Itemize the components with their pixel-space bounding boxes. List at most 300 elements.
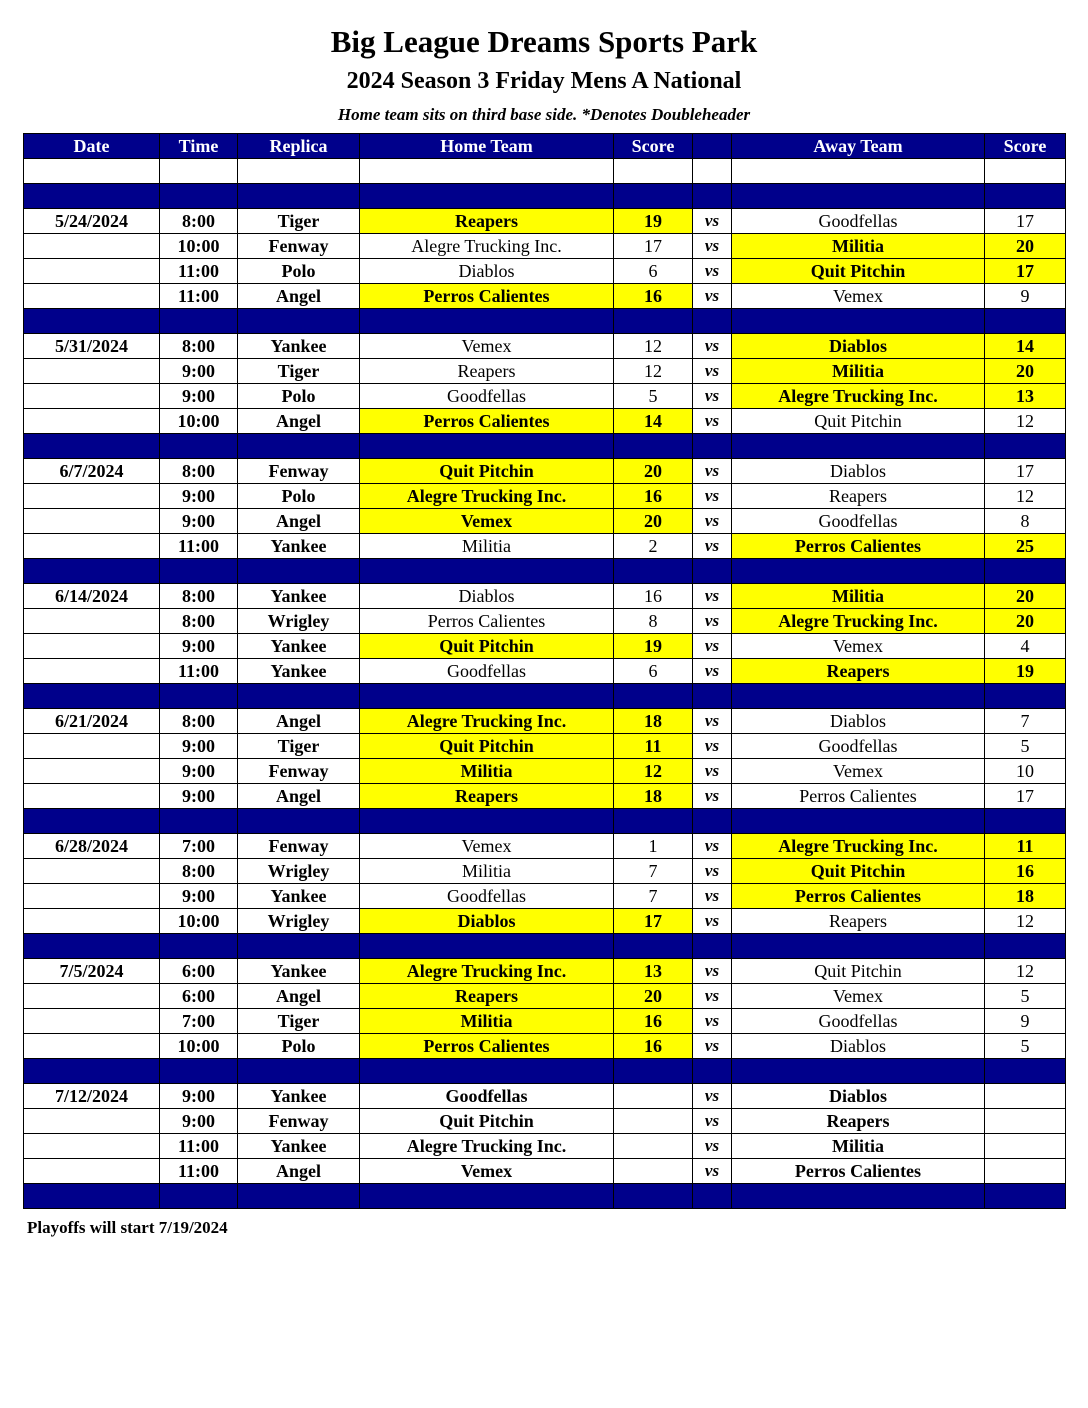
- home-score: 18: [614, 709, 693, 734]
- replica-field: Yankee: [238, 584, 360, 609]
- home-team: Quit Pitchin: [360, 634, 614, 659]
- home-score: 11: [614, 734, 693, 759]
- replica-field: Yankee: [238, 634, 360, 659]
- replica-field: Polo: [238, 484, 360, 509]
- away-score: 17: [985, 259, 1066, 284]
- game-row: [24, 534, 1066, 559]
- home-team: Alegre Trucking Inc.: [360, 484, 614, 509]
- empty-cell: [238, 1184, 360, 1209]
- week-separator-row: [24, 184, 1066, 209]
- away-score: 16: [985, 859, 1066, 884]
- game-date: [24, 1134, 160, 1159]
- vs-label: vs: [693, 884, 732, 909]
- game-date: 5/24/2024: [24, 209, 160, 234]
- game-row: [24, 734, 1066, 759]
- empty-cell: [238, 184, 360, 209]
- empty-cell: [985, 559, 1066, 584]
- game-date: 7/12/2024: [24, 1084, 160, 1109]
- away-team: Diablos: [732, 1034, 985, 1059]
- replica-field: Wrigley: [238, 859, 360, 884]
- home-score: 20: [614, 459, 693, 484]
- away-team: Goodfellas: [732, 1009, 985, 1034]
- empty-cell: [238, 684, 360, 709]
- home-team: Diablos: [360, 259, 614, 284]
- home-score: 20: [614, 509, 693, 534]
- replica-field: Angel: [238, 784, 360, 809]
- replica-field: Angel: [238, 409, 360, 434]
- home-team: Militia: [360, 859, 614, 884]
- away-score: 9: [985, 1009, 1066, 1034]
- home-score: [614, 1159, 693, 1184]
- replica-field: Fenway: [238, 834, 360, 859]
- game-time: 10:00: [160, 234, 238, 259]
- replica-field: Tiger: [238, 734, 360, 759]
- game-row: [24, 609, 1066, 634]
- replica-field: Fenway: [238, 1109, 360, 1134]
- replica-field: Tiger: [238, 1009, 360, 1034]
- replica-field: Angel: [238, 709, 360, 734]
- empty-cell: [985, 684, 1066, 709]
- game-date: 7/5/2024: [24, 959, 160, 984]
- away-team: Goodfellas: [732, 509, 985, 534]
- empty-cell: [693, 184, 732, 209]
- empty-cell: [24, 559, 160, 584]
- home-score: 17: [614, 234, 693, 259]
- away-team: Alegre Trucking Inc.: [732, 384, 985, 409]
- empty-cell: [160, 309, 238, 334]
- game-date: [24, 484, 160, 509]
- empty-cell: [614, 559, 693, 584]
- away-score: 17: [985, 209, 1066, 234]
- page-title: Big League Dreams Sports Park: [330, 24, 758, 59]
- empty-cell: [985, 809, 1066, 834]
- empty-cell: [693, 434, 732, 459]
- away-score: 5: [985, 1034, 1066, 1059]
- vs-label: vs: [693, 409, 732, 434]
- vs-label: vs: [693, 584, 732, 609]
- empty-cell: [160, 434, 238, 459]
- schedule-table: [23, 133, 1066, 1209]
- game-time: 7:00: [160, 1009, 238, 1034]
- away-score: 12: [985, 409, 1066, 434]
- empty-cell: [238, 1059, 360, 1084]
- empty-cell: [614, 159, 693, 184]
- game-row: [24, 359, 1066, 384]
- vs-label: vs: [693, 484, 732, 509]
- game-time: 9:00: [160, 784, 238, 809]
- empty-cell: [160, 1059, 238, 1084]
- replica-field: Fenway: [238, 459, 360, 484]
- vs-label: vs: [693, 609, 732, 634]
- empty-cell: [614, 1059, 693, 1084]
- column-header-away-team: Away Team: [732, 134, 985, 159]
- replica-field: Wrigley: [238, 609, 360, 634]
- schedule-note: Home team sits on third base side. *Denotes Doubleheader: [337, 105, 751, 124]
- home-score: 12: [614, 759, 693, 784]
- game-row: [24, 1009, 1066, 1034]
- home-score: 14: [614, 409, 693, 434]
- game-time: 9:00: [160, 384, 238, 409]
- home-team: Quit Pitchin: [360, 1109, 614, 1134]
- replica-field: Angel: [238, 509, 360, 534]
- empty-cell: [732, 1184, 985, 1209]
- game-time: 11:00: [160, 1134, 238, 1159]
- empty-cell: [24, 809, 160, 834]
- home-team: Vemex: [360, 334, 614, 359]
- game-date: [24, 534, 160, 559]
- game-row: [24, 909, 1066, 934]
- away-score: 19: [985, 659, 1066, 684]
- empty-cell: [985, 934, 1066, 959]
- empty-cell: [160, 1184, 238, 1209]
- week-separator-row: [24, 559, 1066, 584]
- game-row: [24, 834, 1066, 859]
- away-score: 25: [985, 534, 1066, 559]
- vs-label: vs: [693, 859, 732, 884]
- game-date: [24, 759, 160, 784]
- away-team: Diablos: [732, 709, 985, 734]
- game-date: [24, 509, 160, 534]
- empty-cell: [238, 159, 360, 184]
- game-row: [24, 1134, 1066, 1159]
- away-team: Quit Pitchin: [732, 259, 985, 284]
- empty-cell: [693, 159, 732, 184]
- game-row: [24, 859, 1066, 884]
- column-header-away-score: Score: [985, 134, 1066, 159]
- away-score: 20: [985, 584, 1066, 609]
- schedule-body: [24, 159, 1066, 1209]
- home-score: 13: [614, 959, 693, 984]
- empty-cell: [360, 809, 614, 834]
- empty-cell: [693, 1184, 732, 1209]
- game-time: 9:00: [160, 884, 238, 909]
- home-score: 6: [614, 259, 693, 284]
- vs-label: vs: [693, 784, 732, 809]
- game-date: [24, 284, 160, 309]
- game-time: 9:00: [160, 634, 238, 659]
- away-team: Perros Calientes: [732, 884, 985, 909]
- game-row: [24, 409, 1066, 434]
- home-score: 8: [614, 609, 693, 634]
- empty-cell: [360, 559, 614, 584]
- empty-cell: [160, 809, 238, 834]
- empty-cell: [985, 159, 1066, 184]
- game-row: [24, 759, 1066, 784]
- empty-cell: [732, 184, 985, 209]
- week-separator-row: [24, 934, 1066, 959]
- game-date: [24, 384, 160, 409]
- home-score: 16: [614, 1009, 693, 1034]
- away-score: 17: [985, 459, 1066, 484]
- away-team: Vemex: [732, 284, 985, 309]
- replica-field: Tiger: [238, 359, 360, 384]
- replica-field: Angel: [238, 284, 360, 309]
- empty-cell: [985, 1184, 1066, 1209]
- game-date: [24, 859, 160, 884]
- table-header-row: [24, 134, 1066, 159]
- away-score: [985, 1134, 1066, 1159]
- week-separator-row: [24, 1059, 1066, 1084]
- vs-label: vs: [693, 834, 732, 859]
- empty-cell: [732, 559, 985, 584]
- home-score: 12: [614, 334, 693, 359]
- game-time: 11:00: [160, 534, 238, 559]
- game-row: [24, 1084, 1066, 1109]
- home-team: Diablos: [360, 909, 614, 934]
- game-row: [24, 459, 1066, 484]
- season-subtitle: 2024 Season 3 Friday Mens A National: [346, 68, 742, 94]
- away-score: 20: [985, 359, 1066, 384]
- vs-label: vs: [693, 359, 732, 384]
- empty-cell: [160, 934, 238, 959]
- empty-cell: [24, 934, 160, 959]
- replica-field: Yankee: [238, 534, 360, 559]
- replica-field: Fenway: [238, 234, 360, 259]
- home-team: Reapers: [360, 984, 614, 1009]
- away-team: Diablos: [732, 334, 985, 359]
- away-team: Quit Pitchin: [732, 859, 985, 884]
- empty-cell: [614, 1184, 693, 1209]
- game-row: [24, 1109, 1066, 1134]
- empty-cell: [24, 159, 160, 184]
- empty-cell: [614, 184, 693, 209]
- away-team: Vemex: [732, 759, 985, 784]
- column-header-time: Time: [160, 134, 238, 159]
- home-team: Militia: [360, 759, 614, 784]
- vs-label: vs: [693, 709, 732, 734]
- game-date: [24, 1159, 160, 1184]
- away-score: 12: [985, 484, 1066, 509]
- empty-cell: [360, 159, 614, 184]
- game-time: 6:00: [160, 984, 238, 1009]
- vs-label: vs: [693, 1159, 732, 1184]
- home-score: 16: [614, 484, 693, 509]
- home-team: Goodfellas: [360, 384, 614, 409]
- away-team: Quit Pitchin: [732, 959, 985, 984]
- home-team: Goodfellas: [360, 884, 614, 909]
- empty-cell: [360, 1059, 614, 1084]
- home-team: Perros Calientes: [360, 609, 614, 634]
- game-date: [24, 1109, 160, 1134]
- empty-cell: [24, 1059, 160, 1084]
- replica-field: Tiger: [238, 209, 360, 234]
- game-time: 10:00: [160, 1034, 238, 1059]
- empty-cell: [985, 184, 1066, 209]
- home-score: 7: [614, 859, 693, 884]
- vs-label: vs: [693, 384, 732, 409]
- away-score: 10: [985, 759, 1066, 784]
- home-score: 5: [614, 384, 693, 409]
- game-date: 6/21/2024: [24, 709, 160, 734]
- home-team: Reapers: [360, 359, 614, 384]
- away-score: 8: [985, 509, 1066, 534]
- game-row: [24, 709, 1066, 734]
- game-date: [24, 609, 160, 634]
- game-time: 11:00: [160, 1159, 238, 1184]
- game-time: 9:00: [160, 1084, 238, 1109]
- game-time: 8:00: [160, 459, 238, 484]
- away-score: 18: [985, 884, 1066, 909]
- vs-label: vs: [693, 259, 732, 284]
- away-score: 4: [985, 634, 1066, 659]
- game-time: 8:00: [160, 709, 238, 734]
- game-date: 6/28/2024: [24, 834, 160, 859]
- empty-cell: [238, 309, 360, 334]
- game-row: [24, 334, 1066, 359]
- away-team: Perros Calientes: [732, 784, 985, 809]
- empty-cell: [614, 309, 693, 334]
- empty-cell: [614, 684, 693, 709]
- away-team: Quit Pitchin: [732, 409, 985, 434]
- week-separator-row: [24, 434, 1066, 459]
- home-team: Perros Calientes: [360, 409, 614, 434]
- empty-cell: [614, 809, 693, 834]
- home-score: 16: [614, 584, 693, 609]
- empty-cell: [360, 684, 614, 709]
- home-score: 17: [614, 909, 693, 934]
- empty-cell: [693, 1059, 732, 1084]
- vs-label: vs: [693, 1009, 732, 1034]
- empty-cell: [693, 559, 732, 584]
- home-team: Vemex: [360, 1159, 614, 1184]
- away-team: Diablos: [732, 459, 985, 484]
- empty-cell: [24, 309, 160, 334]
- away-team: Reapers: [732, 909, 985, 934]
- away-score: 11: [985, 834, 1066, 859]
- game-time: 9:00: [160, 1109, 238, 1134]
- game-date: 6/7/2024: [24, 459, 160, 484]
- game-time: 10:00: [160, 909, 238, 934]
- home-team: Alegre Trucking Inc.: [360, 959, 614, 984]
- away-team: Militia: [732, 234, 985, 259]
- game-date: [24, 734, 160, 759]
- game-date: [24, 784, 160, 809]
- game-time: 11:00: [160, 259, 238, 284]
- replica-field: Yankee: [238, 884, 360, 909]
- away-score: 12: [985, 909, 1066, 934]
- game-row: [24, 584, 1066, 609]
- game-time: 10:00: [160, 409, 238, 434]
- game-time: 9:00: [160, 484, 238, 509]
- empty-cell: [24, 684, 160, 709]
- vs-label: vs: [693, 1109, 732, 1134]
- away-team: Goodfellas: [732, 734, 985, 759]
- game-date: [24, 984, 160, 1009]
- away-score: 17: [985, 784, 1066, 809]
- replica-field: Polo: [238, 259, 360, 284]
- empty-cell: [360, 309, 614, 334]
- game-date: [24, 884, 160, 909]
- game-time: 8:00: [160, 609, 238, 634]
- game-time: 8:00: [160, 859, 238, 884]
- game-date: [24, 659, 160, 684]
- column-header-date: Date: [24, 134, 160, 159]
- home-score: 12: [614, 359, 693, 384]
- game-date: [24, 1009, 160, 1034]
- home-score: [614, 1084, 693, 1109]
- game-time: 9:00: [160, 359, 238, 384]
- away-score: 13: [985, 384, 1066, 409]
- away-score: 20: [985, 609, 1066, 634]
- game-time: 8:00: [160, 584, 238, 609]
- vs-label: vs: [693, 634, 732, 659]
- home-score: 6: [614, 659, 693, 684]
- away-team: Vemex: [732, 634, 985, 659]
- game-date: [24, 409, 160, 434]
- game-row: [24, 1159, 1066, 1184]
- game-row: [24, 509, 1066, 534]
- vs-label: vs: [693, 234, 732, 259]
- home-score: 16: [614, 284, 693, 309]
- vs-label: vs: [693, 734, 732, 759]
- home-team: Alegre Trucking Inc.: [360, 1134, 614, 1159]
- away-score: 20: [985, 234, 1066, 259]
- empty-cell: [160, 684, 238, 709]
- game-time: 6:00: [160, 959, 238, 984]
- away-score: 12: [985, 959, 1066, 984]
- home-team: Quit Pitchin: [360, 734, 614, 759]
- vs-label: vs: [693, 759, 732, 784]
- replica-field: Yankee: [238, 1084, 360, 1109]
- away-team: Reapers: [732, 484, 985, 509]
- game-row: [24, 784, 1066, 809]
- replica-field: Yankee: [238, 334, 360, 359]
- game-row: [24, 209, 1066, 234]
- away-team: Perros Calientes: [732, 1159, 985, 1184]
- replica-field: Fenway: [238, 759, 360, 784]
- replica-field: Yankee: [238, 959, 360, 984]
- game-time: 11:00: [160, 659, 238, 684]
- away-team: Militia: [732, 359, 985, 384]
- vs-label: vs: [693, 534, 732, 559]
- game-row: [24, 1034, 1066, 1059]
- empty-cell: [732, 809, 985, 834]
- vs-label: vs: [693, 909, 732, 934]
- empty-cell: [238, 934, 360, 959]
- empty-cell: [614, 934, 693, 959]
- vs-label: vs: [693, 959, 732, 984]
- vs-label: vs: [693, 209, 732, 234]
- empty-cell: [693, 809, 732, 834]
- game-row: [24, 884, 1066, 909]
- home-score: 19: [614, 634, 693, 659]
- empty-cell: [985, 434, 1066, 459]
- week-separator-row: [24, 809, 1066, 834]
- away-team: Alegre Trucking Inc.: [732, 834, 985, 859]
- replica-field: Angel: [238, 1159, 360, 1184]
- away-score: [985, 1109, 1066, 1134]
- empty-cell: [985, 309, 1066, 334]
- home-score: 18: [614, 784, 693, 809]
- away-team: Vemex: [732, 984, 985, 1009]
- game-row: [24, 959, 1066, 984]
- vs-label: vs: [693, 334, 732, 359]
- away-score: [985, 1084, 1066, 1109]
- home-score: 2: [614, 534, 693, 559]
- home-score: [614, 1109, 693, 1134]
- playoffs-note: Playoffs will start 7/19/2024: [27, 1218, 228, 1237]
- empty-cell: [732, 434, 985, 459]
- vs-label: vs: [693, 1084, 732, 1109]
- empty-cell: [360, 434, 614, 459]
- week-separator-row: [24, 309, 1066, 334]
- game-row: [24, 259, 1066, 284]
- away-score: [985, 1159, 1066, 1184]
- away-team: Diablos: [732, 1084, 985, 1109]
- home-team: Reapers: [360, 784, 614, 809]
- column-header-home-team: Home Team: [360, 134, 614, 159]
- game-date: [24, 259, 160, 284]
